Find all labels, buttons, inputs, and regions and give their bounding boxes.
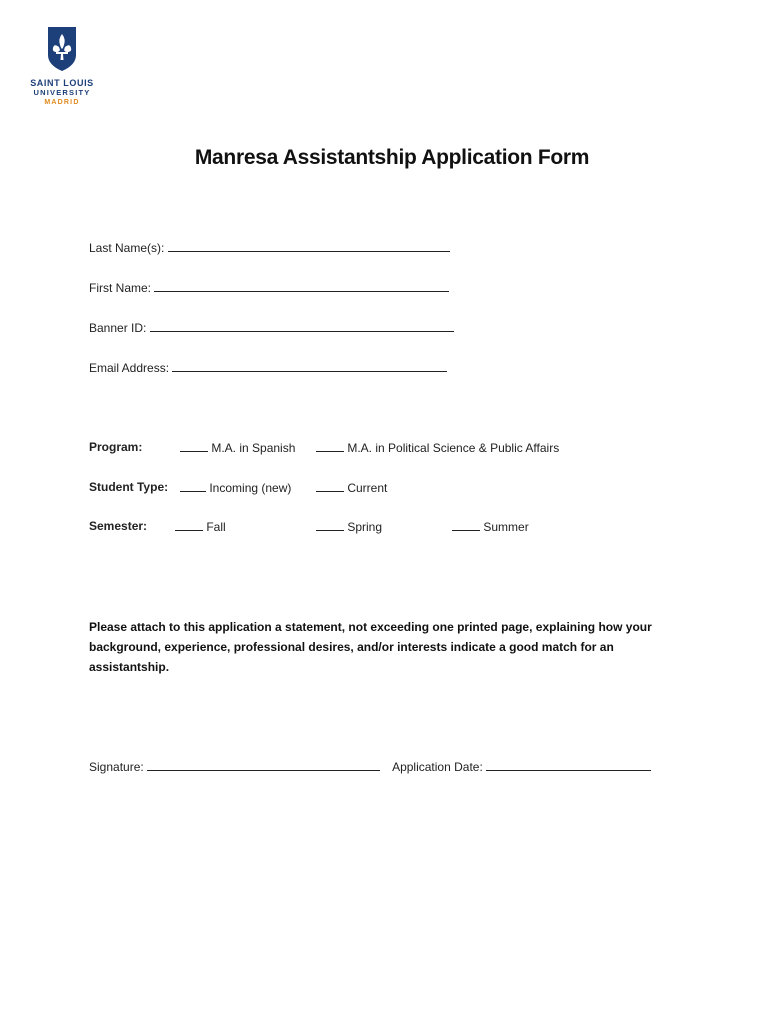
semester-summer-label: Summer — [483, 520, 529, 534]
semester-summer-blank[interactable] — [452, 519, 480, 531]
logo-text-line3: MADRID — [44, 99, 80, 106]
program-option-spanish — [180, 440, 295, 455]
semester-fall-label: Fall — [206, 520, 226, 534]
first-name-field[interactable] — [154, 280, 449, 292]
program-polisci-label: M.A. in Political Science & Public Affairs — [347, 441, 560, 455]
semester-label: Semester: — [89, 519, 148, 533]
semester-option-summer — [452, 519, 529, 534]
page-title: Manresa Assistantship Application Form — [194, 146, 590, 169]
banner-id-label: Banner ID: — [89, 321, 147, 335]
banner-id-field[interactable] — [150, 320, 454, 332]
email-field[interactable] — [172, 360, 447, 372]
student-type-incoming-label: Incoming (new) — [209, 481, 292, 495]
first-name-label: First Name: — [89, 281, 152, 295]
semester-spring-label: Spring — [347, 520, 383, 534]
program-option-polisci — [316, 440, 559, 455]
email-row — [89, 360, 447, 375]
student-type-incoming-blank[interactable] — [180, 480, 206, 492]
program-label: Program: — [89, 440, 143, 454]
semester-fall-blank[interactable] — [175, 519, 203, 531]
application-date-label: Application Date: — [392, 760, 483, 774]
signature-label: Signature: — [89, 760, 144, 774]
student-type-option-current — [316, 480, 387, 495]
semester-spring-blank[interactable] — [316, 519, 344, 531]
last-name-field[interactable] — [168, 240, 450, 252]
student-type-label: Student Type: — [89, 480, 169, 494]
first-name-row — [89, 280, 449, 295]
program-spanish-blank[interactable] — [180, 440, 208, 452]
logo-text-line2: UNIVERSITY — [33, 88, 91, 97]
signature-row — [89, 759, 651, 774]
semester-option-fall — [175, 519, 226, 534]
fleur-de-lis-shield-icon — [46, 25, 78, 73]
student-type-current-blank[interactable] — [316, 480, 344, 492]
student-type-option-incoming — [180, 480, 291, 495]
program-spanish-label: M.A. in Spanish — [211, 441, 296, 455]
last-name-row — [89, 240, 450, 255]
semester-option-spring — [316, 519, 382, 534]
application-date-field[interactable] — [486, 759, 651, 771]
program-polisci-blank[interactable] — [316, 440, 344, 452]
signature-field[interactable] — [147, 759, 380, 771]
logo-text-line1: SAINT LOUIS — [30, 78, 94, 88]
banner-id-row — [89, 320, 454, 335]
instructions-paragraph: Please attach to this application a statement, not exceeding one printed page, explaining how your background, experience, professional desires, and/or interests indicate a good match for an assistantship. — [89, 620, 652, 674]
university-logo — [22, 25, 102, 108]
last-name-label: Last Name(s): — [89, 241, 165, 255]
student-type-current-label: Current — [347, 481, 388, 495]
email-label: Email Address: — [89, 361, 170, 375]
